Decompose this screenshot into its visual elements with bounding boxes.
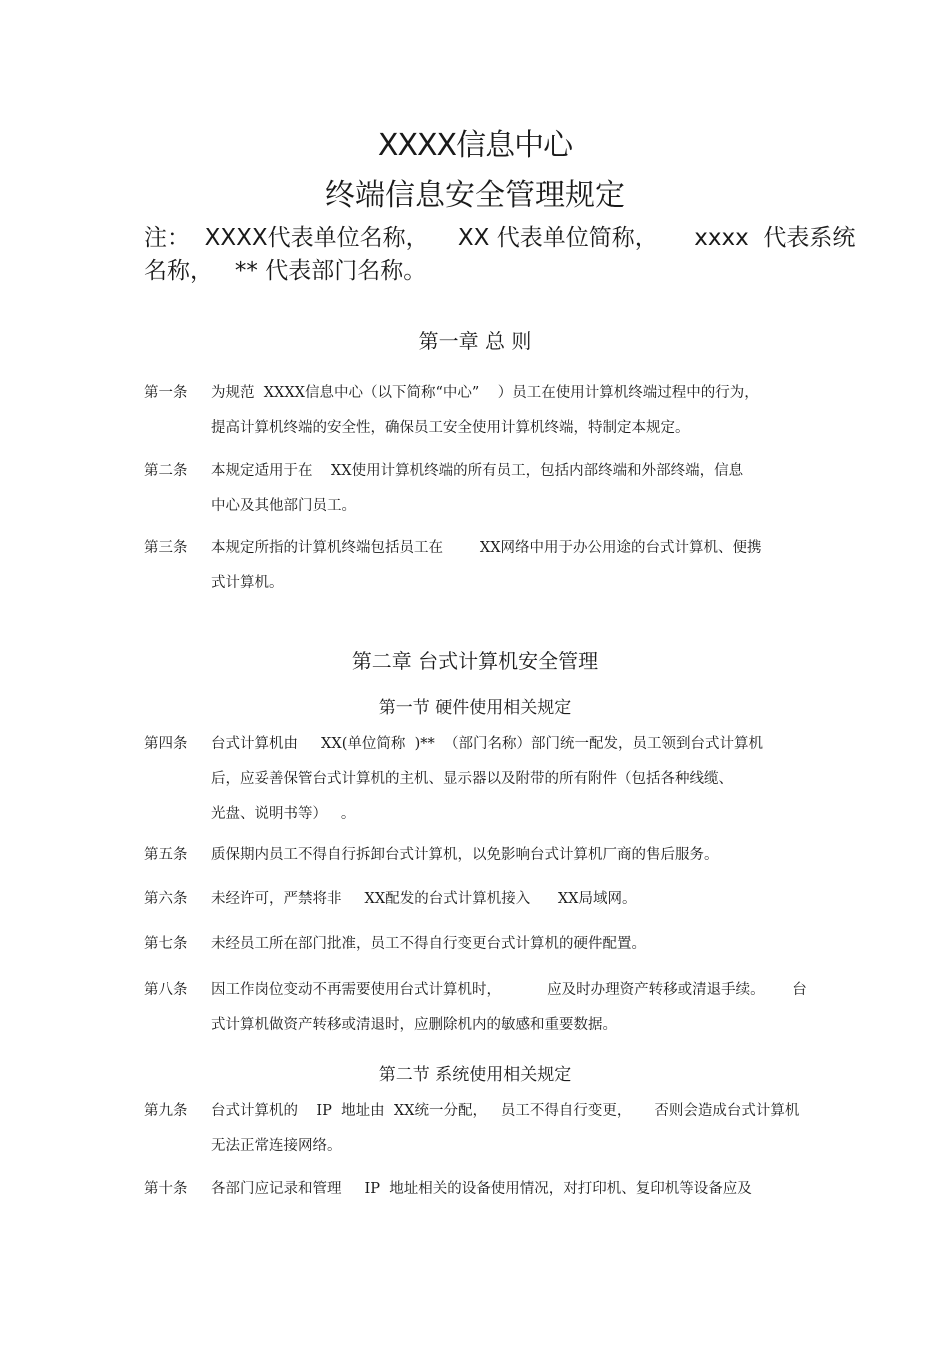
document-title-main: 终端信息安全管理规定 — [325, 178, 625, 213]
article-line: 提高计算机终端的安全性，确保员工安全使用计算机终端，特制定本规定。 — [211, 420, 690, 436]
article-1 — [144, 376, 824, 448]
article-line: 台式计算机的 IP 地址由 XX统一分配， 员工不得自行变更， 否则会造成台式计算机 — [211, 1103, 800, 1119]
chapter-1-heading: 第一章 总 则 — [418, 329, 532, 353]
article-text — [211, 927, 821, 962]
article-7 — [144, 927, 824, 963]
note-line-1: 注： XXXX代表单位名称， XX 代表单位简称， xxxx 代表系统 — [144, 225, 856, 251]
article-6 — [144, 882, 824, 918]
section-2-heading: 第二节 系统使用相关规定 — [378, 1065, 572, 1085]
article-label: 第七条 — [144, 936, 188, 952]
article-line: 各部门应记录和管理 IP 地址相关的设备使用情况，对打印机、复印机等设备应及 — [211, 1181, 752, 1197]
article-text — [211, 376, 821, 446]
article-text — [211, 973, 821, 1043]
article-line: 质保期内员工不得自行拆卸台式计算机，以免影响台式计算机厂商的售后服务。 — [211, 847, 719, 863]
article-line: 无法正常连接网络。 — [211, 1138, 342, 1154]
article-line: 台式计算机由 XX(单位简称 )** （部门名称）部门统一配发，员工领到台式计算机 — [211, 736, 763, 752]
article-text — [211, 882, 821, 917]
article-line: 本规定所指的计算机终端包括员工在 XX网络中用于办公用途的台式计算机、便携 — [211, 540, 762, 556]
article-text — [211, 838, 821, 873]
article-line: 式计算机。 — [211, 575, 284, 591]
article-8 — [144, 973, 824, 1045]
article-label: 第九条 — [144, 1103, 188, 1119]
section-1-heading: 第一节 硬件使用相关规定 — [378, 698, 572, 718]
article-text — [211, 1172, 821, 1207]
article-label: 第三条 — [144, 540, 188, 556]
article-label: 第一条 — [144, 385, 188, 401]
article-label: 第八条 — [144, 982, 188, 998]
article-line: 式计算机做资产转移或清退时，应删除机内的敏感和重要数据。 — [211, 1017, 617, 1033]
article-line: 未经员工所在部门批准，员工不得自行变更台式计算机的硬件配置。 — [211, 936, 646, 952]
article-text — [211, 531, 821, 601]
article-2 — [144, 454, 824, 526]
article-label: 第五条 — [144, 847, 188, 863]
article-line: 因工作岗位变动不再需要使用台式计算机时， 应及时办理资产转移或清退手续。 台 — [211, 982, 807, 998]
article-label: 第二条 — [144, 463, 188, 479]
document-note — [144, 222, 856, 288]
article-label: 第六条 — [144, 891, 188, 907]
article-line: 本规定适用于在 XX使用计算机终端的所有员工，包括内部终端和外部终端，信息 — [211, 463, 744, 479]
document-title-org: XXXX信息中心 — [377, 128, 573, 163]
article-label: 第四条 — [144, 736, 188, 752]
article-text — [211, 1094, 821, 1164]
article-3 — [144, 531, 824, 603]
note-line-2: 名称， ** 代表部门名称。 — [144, 258, 427, 284]
article-line: 后，应妥善保管台式计算机的主机、显示器以及附带的所有附件（包括各种线缆、 — [211, 771, 733, 787]
article-line: 未经许可，严禁将非 XX配发的台式计算机接入 XX局域网。 — [211, 891, 637, 907]
article-9 — [144, 1094, 824, 1166]
article-5 — [144, 838, 824, 874]
article-text — [211, 454, 821, 524]
article-text — [211, 727, 821, 832]
article-10 — [144, 1172, 824, 1208]
article-line: 中心及其他部门员工。 — [211, 498, 356, 514]
chapter-2-heading: 第二章 台式计算机安全管理 — [351, 649, 599, 673]
article-label: 第十条 — [144, 1181, 188, 1197]
article-line: 光盘、说明书等） 。 — [211, 806, 356, 822]
article-4 — [144, 727, 824, 835]
article-line: 为规范 XXXX信息中心（以下简称“中心” ）员工在使用计算机终端过程中的行为， — [211, 385, 759, 401]
